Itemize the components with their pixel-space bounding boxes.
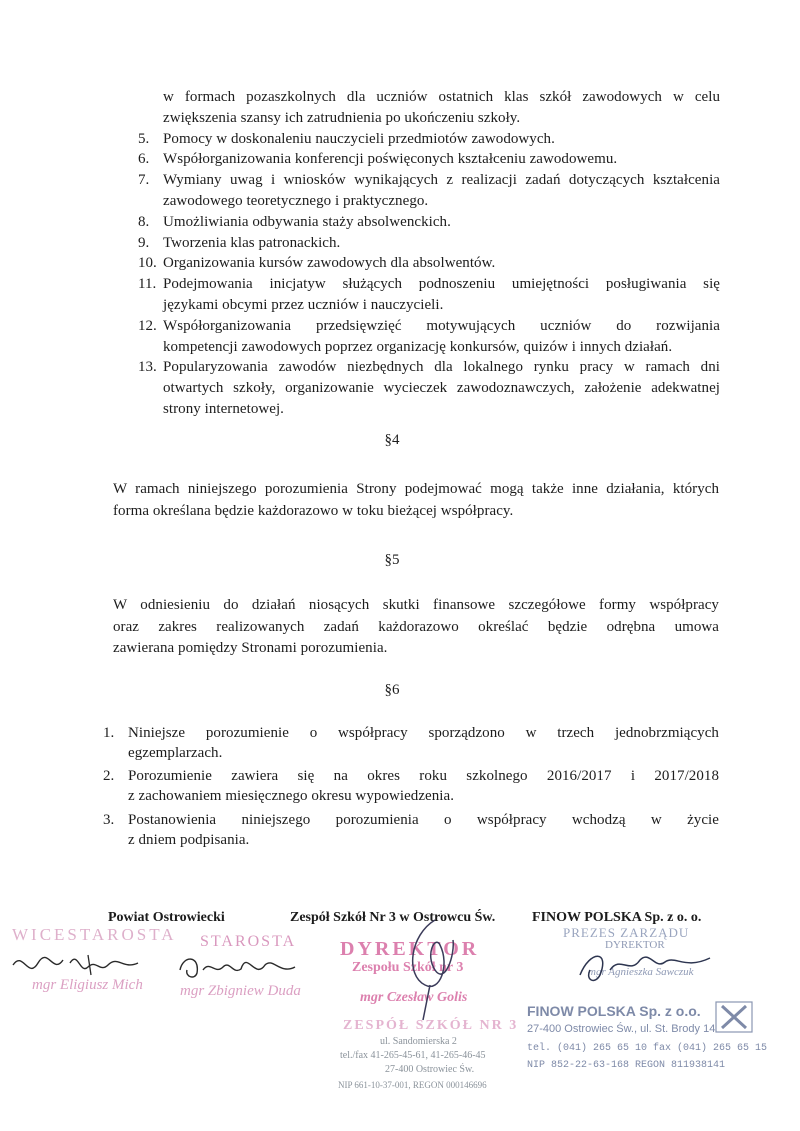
list-item-text: kompetencji zawodowych poprzez organizację konkursów, quizów i innych działań. [163, 339, 673, 355]
stamp-school-title: ZESPÓŁ SZKÓŁ NR 3 [343, 1018, 519, 1033]
finow-logo-icon [714, 1000, 754, 1034]
stamp-finow-address: 27-400 Ostrowiec Św., ul. St. Brody 14 [527, 1023, 716, 1035]
list-item-text: w formach pozaszkolnych dla uczniów ostatnich klas szkół zawodowych w celu [163, 89, 720, 105]
signature-mich [8, 945, 148, 995]
list-item-text: Współorganizowania przedsięwzięć motywujących uczniów do rozwijania [163, 318, 720, 334]
section-5-line-3: zawierana pomiędzy Stronami porozumienia. [113, 640, 388, 656]
list-item-number: 5. [138, 131, 150, 147]
signature-sawczuk [570, 940, 720, 990]
stamp-school-addr3: 27-400 Ostrowiec Św. [385, 1064, 475, 1075]
stamp-mgr-duda: mgr Zbigniew Duda [180, 983, 301, 999]
signatory-school: Zespół Szkół Nr 3 w Ostrowcu Św. [290, 910, 496, 925]
stamp-prezes-dyrektor: DYREKTOR [605, 939, 665, 951]
section-6-item-1-line-1: Niniejsze porozumienie o współpracy sporządzono w trzech jednobrzmiących [128, 725, 719, 741]
stamp-finow-nip: NIP 852-22-63-168 REGON 811938141 [527, 1060, 726, 1071]
list-item-number: 6. [138, 151, 150, 167]
stamp-school-addr1: ul. Sandomierska 2 [380, 1036, 457, 1047]
section-6-item-1-number: 1. [103, 725, 115, 741]
section-5-line-1: W odniesieniu do działań niosących skutki finansowe szczegółowe formy współpracy [113, 597, 719, 613]
list-item-text: Tworzenia klas patronackich. [163, 235, 341, 251]
signature-golis [395, 915, 475, 1025]
stamp-dyrektor: DYREKTOR [340, 938, 480, 960]
signatory-powiat: Powiat Ostrowiecki [108, 910, 225, 925]
stamp-mgr-mich: mgr Eligiusz Mich [32, 977, 143, 993]
section-4-line-2: forma określana będzie każdorazowo w toku bieżącej współpracy. [113, 503, 514, 519]
list-item-text: Umożliwiania odbywania staży absolwenckich. [163, 214, 451, 230]
list-item-text: Wymiany uwag i wniosków wynikających z realizacji zadań dotyczących kształcenia [163, 172, 720, 188]
section-6-item-2-line-2: z zachowaniem miesięcznego okresu wypowiedzenia. [128, 788, 455, 804]
stamp-finow-name: FINOW POLSKA Sp. z o.o. [527, 1003, 701, 1019]
stamp-school-addr2: tel./fax 41-265-45-61, 41-265-46-45 [340, 1050, 486, 1061]
list-item-number: 13. [138, 359, 157, 375]
list-item-number: 9. [138, 235, 150, 251]
list-item-number: 11. [138, 276, 157, 292]
section-5-title: §5 [384, 552, 400, 568]
list-item-text: Popularyzowania zawodów niezbędnych dla lokalnego rynku pracy w ramach dni [163, 359, 720, 375]
stamp-starosta: STAROSTA [200, 933, 297, 950]
list-item-text: zwiększenia szansy ich zatrudnienia po ukończeniu szkoły. [163, 110, 521, 126]
stamp-zespolu: Zespołu Szkół nr 3 [352, 960, 464, 975]
section-6-item-3-line-1: Postanowienia niniejszego porozumienia o współpracy wchodzą w życie [128, 812, 719, 828]
section-6-item-2-line-1: Porozumienie zawiera się na okres roku szkolnego 2016/2017 i 2017/2018 [128, 768, 719, 784]
section-6-item-1-line-2: egzemplarzach. [128, 745, 223, 761]
list-item-text: strony internetowej. [163, 401, 284, 417]
list-item-text: otwartych szkoły, organizowanie wycieczek zawodoznawczych, założenie adekwatnej [163, 380, 720, 396]
section-6-item-2-number: 2. [103, 768, 115, 784]
list-item-number: 8. [138, 214, 150, 230]
list-item-number: 10. [138, 255, 157, 271]
stamp-school-addr4: NIP 661-10-37-001, REGON 000146696 [338, 1080, 487, 1090]
list-item-number: 12. [138, 318, 157, 334]
list-item-text: Pomocy w doskonaleniu nauczycieli przedmiotów zawodowych. [163, 131, 555, 147]
list-item-text: Współorganizowania konferencji poświęconych kształceniu zawodowemu. [163, 151, 618, 167]
section-6-title: §6 [384, 682, 400, 698]
section-6-item-3-line-2: z dniem podpisania. [128, 832, 250, 848]
list-item-number: 7. [138, 172, 150, 188]
stamp-finow-tel: tel. (041) 265 65 10 fax (041) 265 65 15 [527, 1043, 768, 1054]
section-4-line-1: W ramach niniejszego porozumienia Strony podejmować mogą także inne działania, których [113, 481, 719, 497]
section-4-title: §4 [384, 432, 400, 448]
signature-duda [175, 945, 305, 995]
stamp-prezes: PREZES ZARZĄDU [563, 925, 690, 940]
section-5-line-2: oraz zakres realizowanych zadań każdorazowo określać będzie odrębna umowa [113, 619, 719, 635]
stamp-wicestarosta: WICESTAROSTA [12, 925, 177, 944]
list-item-text: Podejmowania inicjatyw służących podnoszeniu umiejętności posługiwania się [163, 276, 720, 292]
list-item-text: językami obcymi przez uczniów i nauczycieli. [163, 297, 444, 313]
signatory-finow: FINOW POLSKA Sp. z o. o. [532, 910, 702, 925]
section-6-item-3-number: 3. [103, 812, 115, 828]
list-item-text: Organizowania kursów zawodowych dla absolwentów. [163, 255, 496, 271]
list-item-text: zawodowego teoretycznego i praktycznego. [163, 193, 429, 209]
stamp-mgr-golis: mgr Czesław Golis [360, 990, 468, 1005]
stamp-mgr-sawczuk: mgr Agnieszka Sawczuk [588, 966, 694, 978]
